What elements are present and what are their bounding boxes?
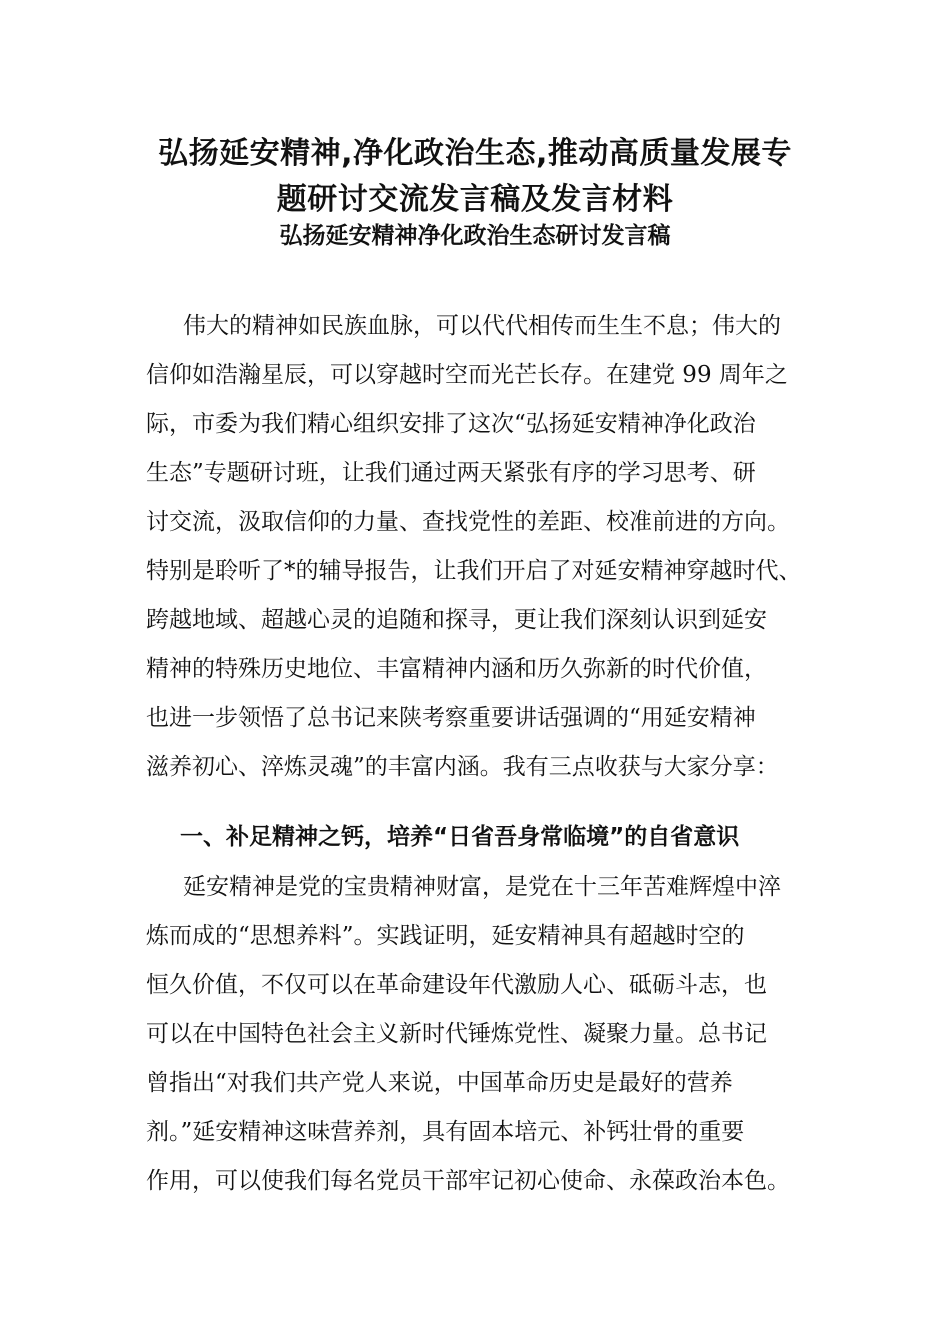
paragraph-1-line-4: 生态”专题研讨班，让我们通过两天紧张有序的学习思考、研 xyxy=(146,460,756,486)
paragraph-2-line-7: 作用，可以使我们每名党员干部牢记初心使命、永葆政治本色。 xyxy=(146,1168,790,1194)
document-subtitle: 弘扬延安精神净化政治生态研讨发言稿 xyxy=(279,223,671,249)
paragraph-2-line-1: 延安精神是党的宝贵精神财富，是党在十三年苦难辉煌中淬 xyxy=(183,874,781,900)
paragraph-2-line-5: 曾指出“对我们共产党人来说，中国革命历史是最好的营养 xyxy=(146,1070,733,1096)
paragraph-1-line-10: 滋养初心、淬炼灵魂”的丰富内涵。我有三点收获与大家分享： xyxy=(146,754,779,780)
section-1-heading: 一、补足精神之钙，培养“日省吾身常临境”的自省意识 xyxy=(180,824,740,850)
paragraph-2-line-2: 炼而成的“思想养料”。实践证明，延安精神具有超越时空的 xyxy=(146,923,745,949)
document-title-line-1: 弘扬延安精神,净化政治生态,推动高质量发展专 xyxy=(158,136,792,171)
paragraph-1-line-6: 特别是聆听了*的辅导报告，让我们开启了对延安精神穿越时代、 xyxy=(146,558,802,584)
paragraph-1-line-5: 讨交流，汲取信仰的力量、查找党性的差距、校准前进的方向。 xyxy=(146,509,790,535)
paragraph-1-line-9: 也进一步领悟了总书记来陕考察重要讲话强调的“用延安精神 xyxy=(146,705,756,731)
paragraph-1-line-7: 跨越地域、超越心灵的追随和探寻，更让我们深刻认识到延安 xyxy=(146,607,767,633)
paragraph-1-line-8: 精神的特殊历史地位、丰富精神内涵和历久弥新的时代价值， xyxy=(146,656,767,682)
paragraph-1-line-2: 信仰如浩瀚星辰，可以穿越时空而光芒长存。在建党 99 周年之 xyxy=(146,362,788,388)
document-title-line-2: 题研讨交流发言稿及发言材料 xyxy=(276,182,674,217)
paragraph-2-line-4: 可以在中国特色社会主义新时代锤炼党性、凝聚力量。总书记 xyxy=(146,1021,767,1047)
paragraph-1-line-3: 际，市委为我们精心组织安排了这次“弘扬延安精神净化政治 xyxy=(146,411,756,437)
paragraph-2-line-6: 剂。”延安精神这味营养剂，具有固本培元、补钙壮骨的重要 xyxy=(146,1119,745,1145)
paragraph-1-line-1: 伟大的精神如民族血脉，可以代代相传而生生不息；伟大的 xyxy=(183,313,781,339)
paragraph-2-line-3: 恒久价值，不仅可以在革命建设年代激励人心、砥砺斗志，也 xyxy=(146,972,767,998)
